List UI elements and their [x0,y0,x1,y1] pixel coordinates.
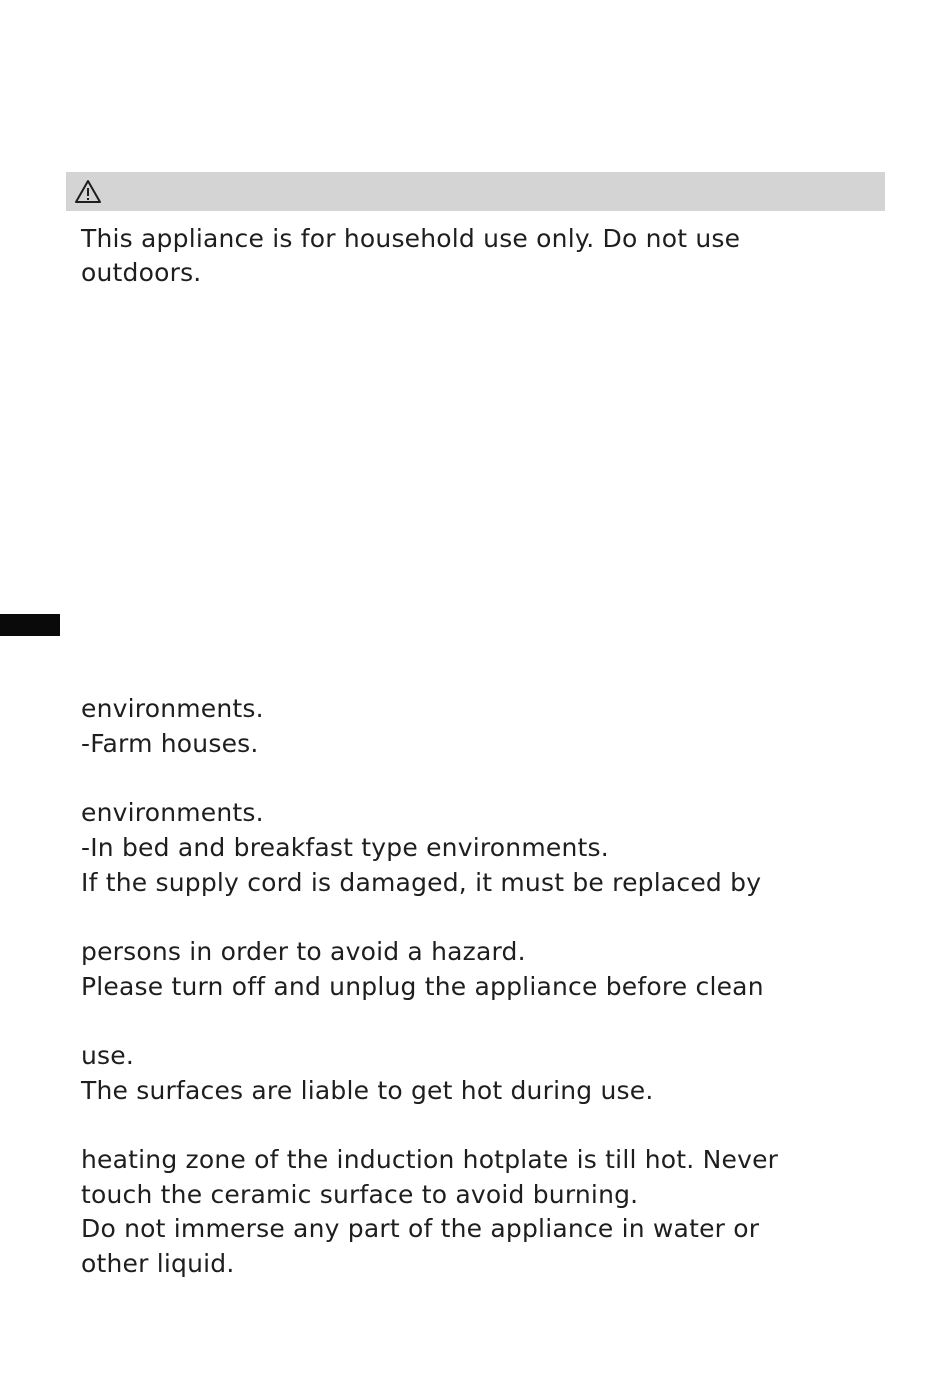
body-line: environments. [81,798,264,827]
intro-line-2: outdoors. [81,258,202,287]
body-line: -Farm houses. [81,729,259,758]
body-line: -In bed and breakfast type environments. [81,833,609,862]
side-page-tab [0,614,60,636]
intro-line-1: This appliance is for household use only. Do not use [81,224,741,253]
body-line: heating zone of the induction hotplate is till hot. Never [81,1145,779,1174]
body-line: persons in order to avoid a hazard. [81,937,526,966]
body-line: use. [81,1041,134,1070]
warning-header-bar [66,172,885,211]
warning-triangle-icon [74,179,102,205]
body-line: The surfaces are liable to get hot during use. [81,1076,654,1105]
body-line: touch the ceramic surface to avoid burning. [81,1180,639,1209]
body-line: environments. [81,694,264,723]
body-line: If the supply cord is damaged, it must be replaced by [81,868,762,897]
body-line: Do not immerse any part of the appliance in water or [81,1214,760,1243]
body-line: Please turn off and unplug the appliance before clean [81,972,764,1001]
body-line: other liquid. [81,1249,235,1278]
